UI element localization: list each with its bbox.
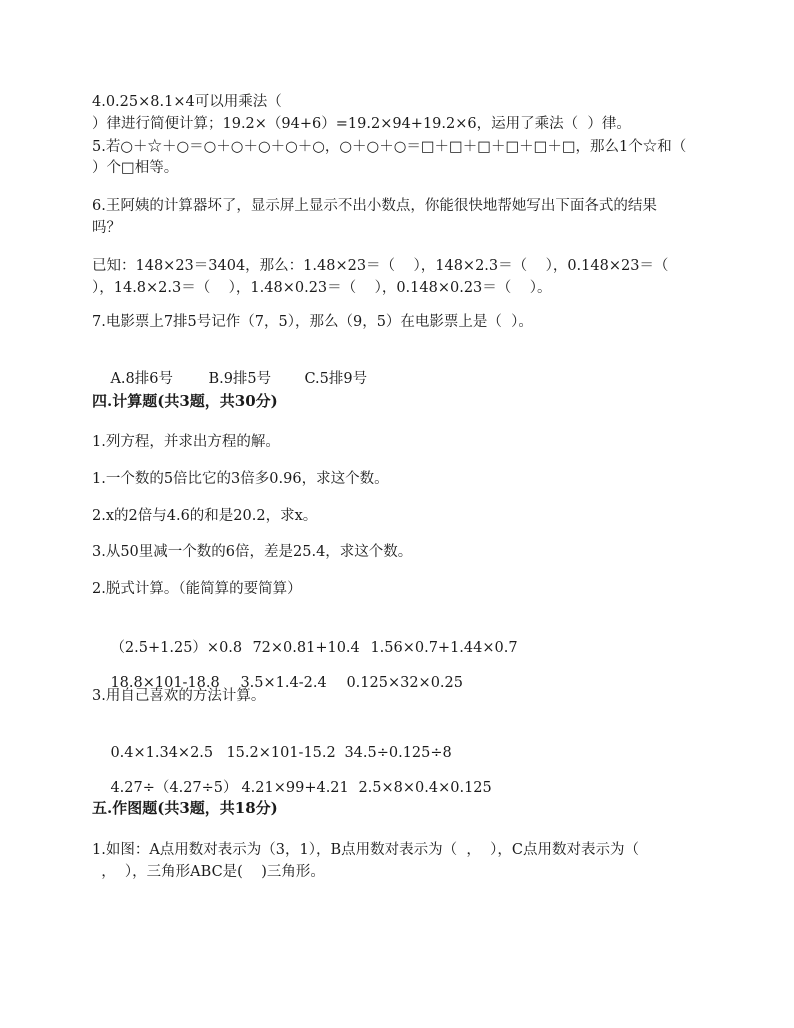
question-4-line-1: 4.0.25×8.1×4可以用乘法（ bbox=[92, 94, 282, 110]
calc-1-heading: 1.列方程，并求出方程的解。 bbox=[92, 434, 280, 450]
option-c: C.5排9号 bbox=[304, 371, 368, 387]
question-5-line-1: 5.若○＋☆＋○＝○＋○＋○＋○＋○，○＋○＋○＝□＋□＋□＋□＋□＋□，那么1个☆和（ bbox=[92, 139, 687, 155]
calc-1-item-2: 2.x的2倍与4.6的和是20.2，求x。 bbox=[92, 508, 318, 524]
question-6-line-1: 6.王阿姨的计算器坏了，显示屏上显示不出小数点，你能很快地帮她写出下面各式的结果 bbox=[92, 198, 657, 214]
expr: 72×0.81+10.4 bbox=[252, 640, 360, 656]
expr: 4.21×99+4.21 bbox=[241, 780, 349, 796]
expr: 4.27÷（4.27÷5） bbox=[110, 780, 238, 796]
option-a: A.8排6号 bbox=[110, 371, 173, 387]
expr: 34.5÷0.125÷8 bbox=[344, 745, 452, 761]
question-7-line: 7.电影票上7排5号记作（7，5），那么（9，5）在电影票上是（ ）。 bbox=[92, 314, 533, 330]
section-4-heading: 四.计算题(共3题，共30分) bbox=[92, 392, 278, 410]
expr: 15.2×101-15.2 bbox=[226, 745, 336, 761]
calc-1-item-3: 3.从50里减一个数的6倍，差是25.4，求这个数。 bbox=[92, 544, 413, 560]
option-b: B.9排5号 bbox=[208, 371, 272, 387]
expr: 0.4×1.34×2.5 bbox=[110, 745, 214, 761]
draw-1-line-2: ， ），三角形ABC是( )三角形。 bbox=[92, 864, 325, 880]
expr: 1.56×0.7+1.44×0.7 bbox=[370, 640, 518, 656]
question-6-line-2: 吗？ bbox=[92, 220, 121, 236]
expr: （2.5+1.25）×0.8 bbox=[110, 640, 243, 656]
expr: 2.5×8×0.4×0.125 bbox=[358, 780, 492, 796]
expr: 18.8×101-18.8 bbox=[110, 675, 220, 691]
section-5-heading: 五.作图题(共3题，共18分) bbox=[92, 799, 278, 817]
question-6-line-3: 已知：148×23＝3404，那么：1.48×23＝（ ），148×2.3＝（ ），0.148×23＝（ bbox=[92, 258, 669, 274]
question-5-line-2: ）个□相等。 bbox=[92, 160, 179, 176]
calc-3-heading: 3.用自己喜欢的方法计算。 bbox=[92, 688, 266, 704]
calc-1-item-1: 1.一个数的5倍比它的3倍多0.96，求这个数。 bbox=[92, 471, 389, 487]
expr: 3.5×1.4-2.4 bbox=[240, 675, 327, 691]
expr: 0.125×32×0.25 bbox=[346, 675, 463, 691]
calc-2-heading: 2.脱式计算。（能简算的要简算） bbox=[92, 581, 302, 597]
draw-1-line-1: 1.如图：A点用数对表示为（3，1），B点用数对表示为（ ， ），C点用数对表示为（ bbox=[92, 842, 639, 858]
question-4-line-2: ）律进行简便计算；19.2×（94+6）=19.2×94+19.2×6，运用了乘法（ ）律。 bbox=[92, 116, 631, 132]
question-6-line-4: ），14.8×2.3＝（ ），1.48×0.23＝（ ），0.148×0.23＝（ ）。 bbox=[92, 280, 552, 296]
